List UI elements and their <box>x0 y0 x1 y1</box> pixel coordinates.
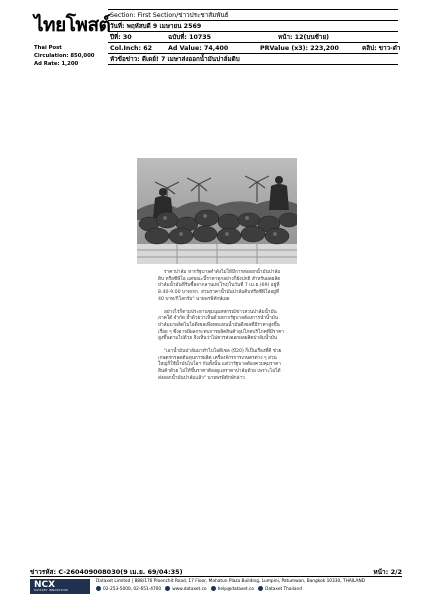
paper-info <box>34 44 94 68</box>
headline: หัวข้อข่าว: ดีเดย์! 7 เมษาส่งออกน้ำมันปาล์มดิบ <box>110 56 240 63</box>
oil-palm-harvest-photo <box>137 158 297 264</box>
article-paragraph: ราคาปาล์ม หากรัฐบาลดำดังไม่ให้มีการส่งออกน้ำมันปาล์มดิบ หรือซีพีโอ แต่ขณะนี้ราคาทุกอย่างก็ยังปกติ สำหรับผลผลิตปาล์มน้ำมันที่รับซื้อจากลานเท(โรง)ในวันที่ 7 เม.ย.(69) อยู่ที่ 8.40-9.00 บาท/กก. ส่วนราคาน้ำมันปาล์มดิบหรือซีพีโออยู่ที่ 40 บาท/กิโลกรัม" นายพรพิทักษ์เผย <box>158 270 281 302</box>
issue-number: ฉบับที่: 10735 <box>168 34 212 41</box>
company-address: Dataxet Limited | 888/176 Ploenchit Road, 17 Floor, Mahatun Plaza Building, Lumpini, Patumwan, Bangkok 10330, THAILAND <box>96 579 365 584</box>
paper-name: Thai Post <box>34 45 62 51</box>
company-social[interactable]: Dataxet Thailand <box>265 586 302 592</box>
facebook-icon <box>258 586 263 591</box>
year: ปีที่: 30 <box>110 34 132 41</box>
article-paragraph: "เอาน้ำมันปาล์มมาทำไบโอดีเซล (บี20) ก็เป็นเรื่องที่ดี ช่วยเกษตรกรลดต้นทุนการผลิต เครื่องจักรการเกษตรต่าง ๆ ส่วนใหญ่ก็ใช้น้ำมันไบโอฯ กันทั้งนั้น แต่ว่ารัฐบาลต้องควบคุมราคาสินค้าด้วย ไม่ให้ขึ้นราคาต้องดูแลราคาปาล์มด้วย เพราะไม่ได้ส่งออกน้ำมันปาล์มแล้ว" นายพรพิทักษ์กล่าว <box>158 349 282 381</box>
article-body <box>158 270 284 389</box>
publish-date: วันที่: พฤหัสบดี 9 เมษายน 2569 <box>110 23 202 30</box>
company-address-block <box>96 579 365 593</box>
newspaper-logo: ไทยโพสต์ <box>34 14 111 36</box>
clip-color: คลิป: ขาว-ดำ <box>362 45 401 52</box>
company-phone: 02-253-5000, 02-651-4700 <box>103 586 162 592</box>
phone-icon <box>96 586 101 591</box>
page-count: หน้า: 2/2 <box>373 568 402 576</box>
ncx-tagline: DATASET INNOVATION <box>34 589 68 592</box>
mail-icon <box>211 586 216 591</box>
ad-rate: Ad Rate: 1,200 <box>34 61 79 67</box>
globe-icon <box>165 586 170 591</box>
news-code: ข่าวรหัส: C-260409008030(9 เม.ย. 69/04:35) <box>30 568 183 576</box>
pr-value: PRValue (x3): 223,200 <box>260 45 339 52</box>
ncx-logo: NCX DATASET INNOVATION <box>30 579 90 594</box>
company-website[interactable]: www.dataxet.co <box>172 586 207 592</box>
company-email[interactable]: help@dataxet.co <box>217 586 255 592</box>
page-position: หน้า: 12(บนซ้าย) <box>278 34 330 41</box>
section-label: Section: First Section/ข่าวประชาสัมพันธ์ <box>110 12 229 19</box>
ad-value: Ad Value: 74,400 <box>168 45 229 52</box>
circulation: Circulation: 850,000 <box>34 53 95 59</box>
col-inch: Col.Inch: 62 <box>110 45 153 52</box>
article-paragraph: อย่างไรก็ตามประธานชุมนุมสหกรณ์ชาวสวนปาล์มน้ำมันภาคใต้ จำกัด ย้ำด้วยว่าเห็นด้วยหากรัฐบาลต้องการนำน้ำมันปาล์มมาผลิตไบโอดีเซลเพื่อทดแทนน้ำมันดีเซลที่มีราคาสูงขึ้นเรื่อย ๆ ซึ่งอาจมีผลกระทบการผลิตสินค้าอุปโภคบริโภคที่มีราคาสูงขึ้นตามไปด้วย จึงเห็นว่าไม่ควรส่งออกผลผลิตปาล์มน้ำมัน <box>158 309 284 342</box>
